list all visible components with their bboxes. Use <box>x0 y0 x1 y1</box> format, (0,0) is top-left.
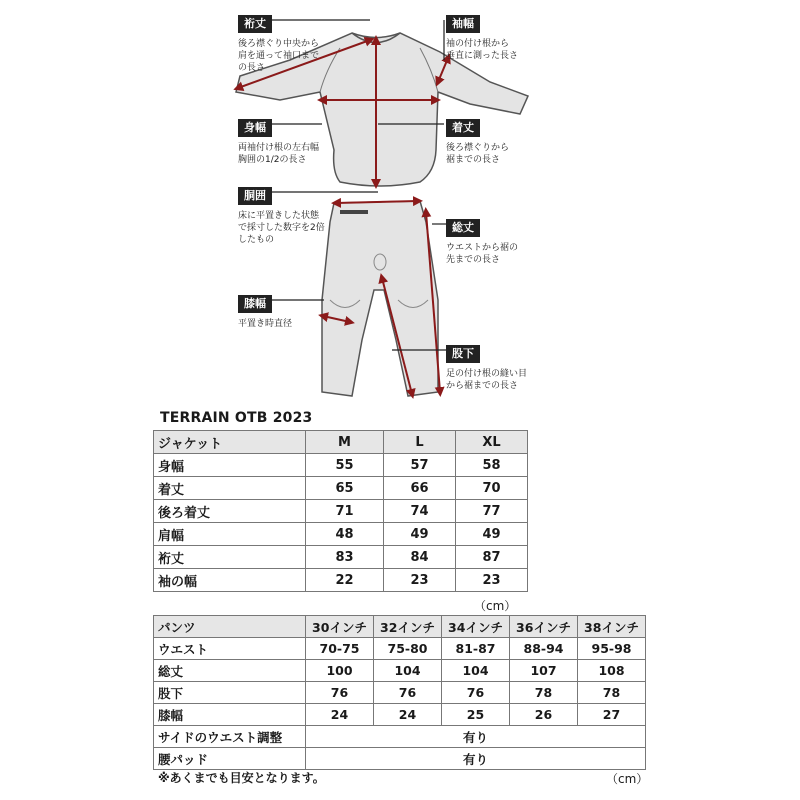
table-row <box>154 523 528 546</box>
callout-hizahaba <box>238 292 292 330</box>
unit-label: （cm） <box>474 599 517 613</box>
table-row <box>154 454 528 477</box>
callout-domawari <box>238 184 325 246</box>
table-cell: 55 <box>306 454 384 477</box>
table-cell: 88-94 <box>510 638 578 660</box>
callout-description: 後ろ襟ぐりから 裾までの長さ <box>446 143 510 165</box>
pants-size-table <box>153 615 646 770</box>
table-cell: 74 <box>384 500 456 523</box>
row-label: ウエスト <box>154 638 306 660</box>
table-cell: 49 <box>384 523 456 546</box>
table-header-row <box>154 616 646 638</box>
disclaimer-note: ※あくまでも目安となります。 <box>158 771 325 785</box>
callout-kitake <box>446 116 509 166</box>
pants-shape <box>322 201 438 396</box>
callout-label: 着丈 <box>446 119 480 137</box>
table-row <box>154 748 646 770</box>
table-cell: 104 <box>442 660 510 682</box>
header-cell: 32インチ <box>374 616 442 638</box>
table-cell: 75-80 <box>374 638 442 660</box>
row-label: 肩幅 <box>154 523 306 546</box>
callout-description: ウエストから裾の 先までの長さ <box>446 243 519 265</box>
table-cell: 58 <box>456 454 528 477</box>
callout-label: 股下 <box>446 345 480 363</box>
callout-label: 膝幅 <box>238 295 272 313</box>
callout-description: 後ろ襟ぐり中央から 肩を通って袖口まで の長さ <box>238 39 320 73</box>
row-label: 後ろ着丈 <box>154 500 306 523</box>
header-cell: 38インチ <box>578 616 646 638</box>
table-row <box>154 682 646 704</box>
callout-sodehaba <box>446 12 518 62</box>
unit-label: （cm） <box>606 772 649 786</box>
callout-mihaba <box>238 116 319 166</box>
table-cell: 71 <box>306 500 384 523</box>
table-cell: 76 <box>374 682 442 704</box>
header-cell: L <box>384 431 456 454</box>
callout-description: 袖の付け根から 垂直に測った長さ <box>446 39 519 61</box>
table-cell: 25 <box>442 704 510 726</box>
callout-description: 足の付け根の縫い目 から裾までの長さ <box>446 369 528 391</box>
table-cell: 有り <box>306 748 646 770</box>
table-cell: 26 <box>510 704 578 726</box>
table-row <box>154 546 528 569</box>
row-label: サイドのウエスト調整 <box>154 726 306 748</box>
header-cell: 30インチ <box>306 616 374 638</box>
table-cell: 76 <box>442 682 510 704</box>
table-cell: 65 <box>306 477 384 500</box>
callout-soutake <box>446 216 518 266</box>
row-label: 袖の幅 <box>154 569 306 592</box>
table-cell: 78 <box>578 682 646 704</box>
table-cell: 23 <box>384 569 456 592</box>
table-row <box>154 500 528 523</box>
callout-description: 床に平置きした状態 で採寸した数字を2倍 したもの <box>238 211 325 245</box>
table-cell: 70-75 <box>306 638 374 660</box>
row-label: 腰パッド <box>154 748 306 770</box>
row-label: 総丈 <box>154 660 306 682</box>
table-cell: 22 <box>306 569 384 592</box>
callout-label: 総丈 <box>446 219 480 237</box>
callout-description: 両袖付け根の左右幅 胸囲の1/2の長さ <box>238 143 320 165</box>
callout-label: 袖幅 <box>446 15 480 33</box>
table-cell: 107 <box>510 660 578 682</box>
table-cell: 48 <box>306 523 384 546</box>
table-row <box>154 569 528 592</box>
table-cell: 83 <box>306 546 384 569</box>
header-cell: M <box>306 431 384 454</box>
table-row <box>154 726 646 748</box>
row-label: 膝幅 <box>154 704 306 726</box>
table-row <box>154 704 646 726</box>
table-header-row <box>154 431 528 454</box>
table-cell: 57 <box>384 454 456 477</box>
jacket-size-table <box>153 430 528 592</box>
row-label: 股下 <box>154 682 306 704</box>
table-row <box>154 477 528 500</box>
table-cell: 81-87 <box>442 638 510 660</box>
table-cell: 84 <box>384 546 456 569</box>
header-cell: XL <box>456 431 528 454</box>
table-row <box>154 638 646 660</box>
product-title: TERRAIN OTB 2023 <box>160 410 313 426</box>
header-cell: 34インチ <box>442 616 510 638</box>
table-row <box>154 660 646 682</box>
table-cell: 27 <box>578 704 646 726</box>
callout-yukitake <box>238 12 319 74</box>
table-cell: 87 <box>456 546 528 569</box>
table-cell: 24 <box>306 704 374 726</box>
header-cell: パンツ <box>154 616 306 638</box>
table-cell: 76 <box>306 682 374 704</box>
table-cell: 104 <box>374 660 442 682</box>
table-cell: 有り <box>306 726 646 748</box>
callout-matashita <box>446 342 527 392</box>
row-label: 身幅 <box>154 454 306 477</box>
table-cell: 70 <box>456 477 528 500</box>
callout-label: 胴囲 <box>238 187 272 205</box>
header-cell: ジャケット <box>154 431 306 454</box>
row-label: 裄丈 <box>154 546 306 569</box>
table-cell: 49 <box>456 523 528 546</box>
table-cell: 24 <box>374 704 442 726</box>
callout-label: 裄丈 <box>238 15 272 33</box>
row-label: 着丈 <box>154 477 306 500</box>
table-cell: 95-98 <box>578 638 646 660</box>
table-cell: 23 <box>456 569 528 592</box>
header-cell: 36インチ <box>510 616 578 638</box>
table-cell: 100 <box>306 660 374 682</box>
table-cell: 66 <box>384 477 456 500</box>
callout-description: 平置き時直径 <box>238 319 293 329</box>
table-cell: 77 <box>456 500 528 523</box>
table-cell: 78 <box>510 682 578 704</box>
table-cell: 108 <box>578 660 646 682</box>
callout-label: 身幅 <box>238 119 272 137</box>
